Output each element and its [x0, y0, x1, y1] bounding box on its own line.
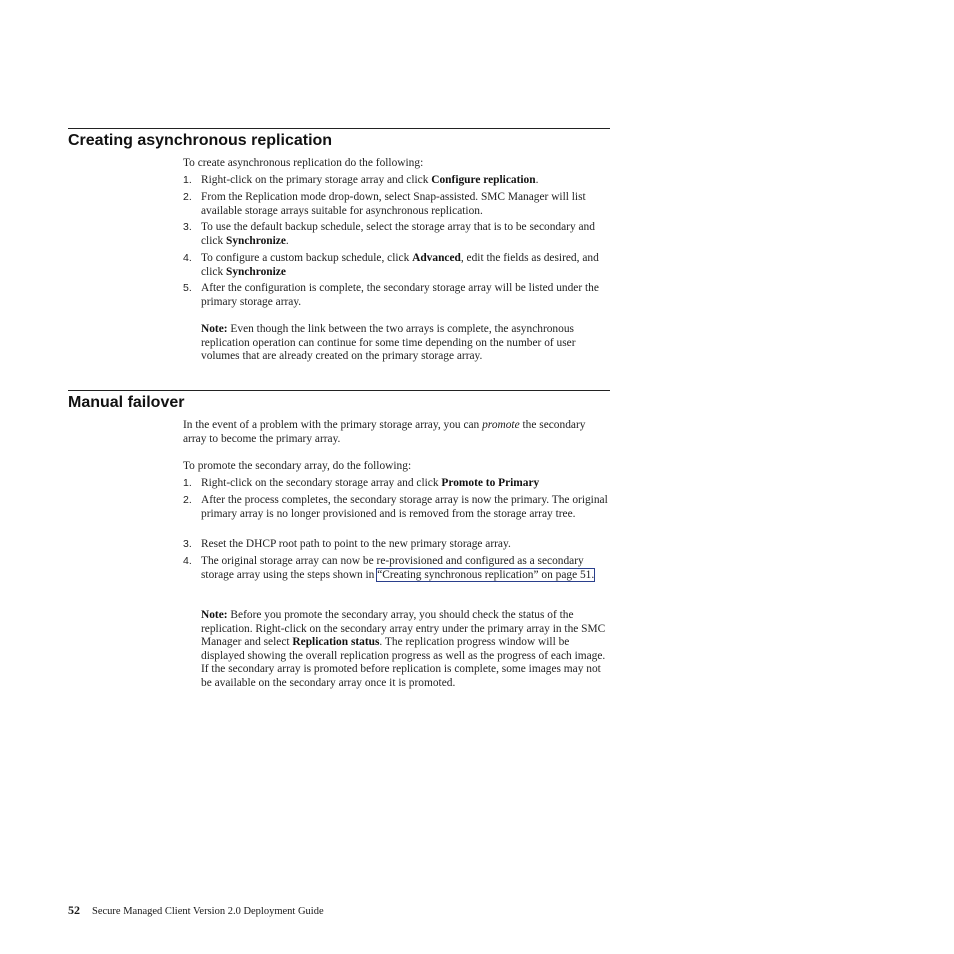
list-item	[183, 252, 611, 279]
step-text: After the configuration is complete, the secondary storage array will be listed under the primary storage array.	[201, 282, 599, 308]
list-item	[183, 221, 611, 248]
section-heading: Creating asynchronous replication	[68, 132, 333, 149]
note	[201, 609, 611, 691]
list-number: 4.	[183, 555, 192, 567]
step-text: Right-click on the secondary storage array and click	[201, 477, 442, 489]
step-text: After the process completes, the secondary storage array is now the primary. The original primary array is no longer provisioned and is removed from the storage array tree.	[201, 494, 608, 520]
step-text: The original storage array can now be re-provisioned and configured as a secondary storage array using the steps shown in	[201, 555, 584, 581]
note-text: Before you promote the secondary array, you should check the status of the replication. Right-click on the secondary array entry under the primary array in the SMC Manager and select	[201, 609, 606, 649]
list-number: 5.	[183, 282, 192, 294]
cross-reference-link[interactable]: “Creating synchronous replication” on page 51.	[377, 568, 595, 581]
note-label: Note:	[201, 323, 228, 335]
list-item	[183, 174, 611, 188]
intro-text: the secondary array to become the primary array.	[183, 419, 586, 445]
list-item	[183, 477, 611, 491]
list-number: 3.	[183, 538, 192, 550]
note	[201, 323, 611, 364]
list-number: 2.	[183, 191, 192, 203]
note-bold-text: Replication status	[292, 636, 380, 649]
section-rule	[68, 390, 610, 391]
page-number: 52	[68, 903, 80, 917]
page-footer	[68, 901, 324, 919]
step-text: From the Replication mode drop-down, select Snap-assisted. SMC Manager will list available storage arrays suitable for asynchronous replication.	[201, 191, 586, 217]
list-number: 1.	[183, 477, 192, 489]
section-intro: To create asynchronous replication do the following:	[183, 157, 424, 169]
list-number: 3.	[183, 221, 192, 233]
list-item	[183, 191, 611, 218]
section-manual-failover	[68, 390, 610, 413]
intro-text: In the event of a problem with the primary storage array, you can	[183, 419, 483, 431]
step-bold-text: Configure replication	[431, 174, 536, 186]
step-text: , edit the fields as desired, and click	[201, 252, 599, 278]
intro-emphasis: promote	[482, 419, 520, 431]
step-text: Reset the DHCP root path to point to the new primary storage array.	[201, 538, 511, 550]
step-text: To use the default backup schedule, select the storage array that is to be secondary and click	[201, 221, 595, 247]
list-item	[183, 538, 611, 552]
section-intro	[183, 419, 611, 446]
step-text: .	[535, 174, 539, 186]
list-number: 2.	[183, 494, 192, 506]
list-item	[183, 494, 611, 521]
section-intro-2: To promote the secondary array, do the following:	[183, 460, 412, 472]
note-label: Note:	[201, 609, 228, 621]
list-item	[183, 555, 611, 582]
note-text: Even though the link between the two arrays is complete, the asynchronous replication operation can continue for some time depending on the number of user volumes that are already created on the primary storage array.	[201, 323, 576, 363]
step-bold-text: Synchronize	[225, 234, 286, 247]
list-number: 4.	[183, 252, 192, 264]
section-heading: Manual failover	[68, 394, 185, 411]
section-rule	[68, 128, 610, 129]
note-text: . The replication progress window will be displayed showing the overall replication progress as well as the progress of each image. If the secondary array is promoted before replication is complete, some images may not be available on the secondary array once it is promoted.	[201, 636, 606, 689]
list-item	[183, 282, 611, 309]
footer-title: Secure Managed Client Version 2.0 Deployment Guide	[92, 906, 324, 917]
step-bold-text: Promote to Primary	[441, 477, 540, 489]
section-creating-async-replication	[68, 128, 610, 151]
step-bold-text: Synchronize	[225, 265, 286, 278]
list-number: 1.	[183, 174, 192, 186]
step-text: Right-click on the primary storage array and click	[201, 174, 432, 186]
step-text: .	[285, 234, 289, 247]
step-text: To configure a custom backup schedule, click	[201, 252, 413, 264]
step-bold-text: Advanced	[412, 252, 461, 264]
